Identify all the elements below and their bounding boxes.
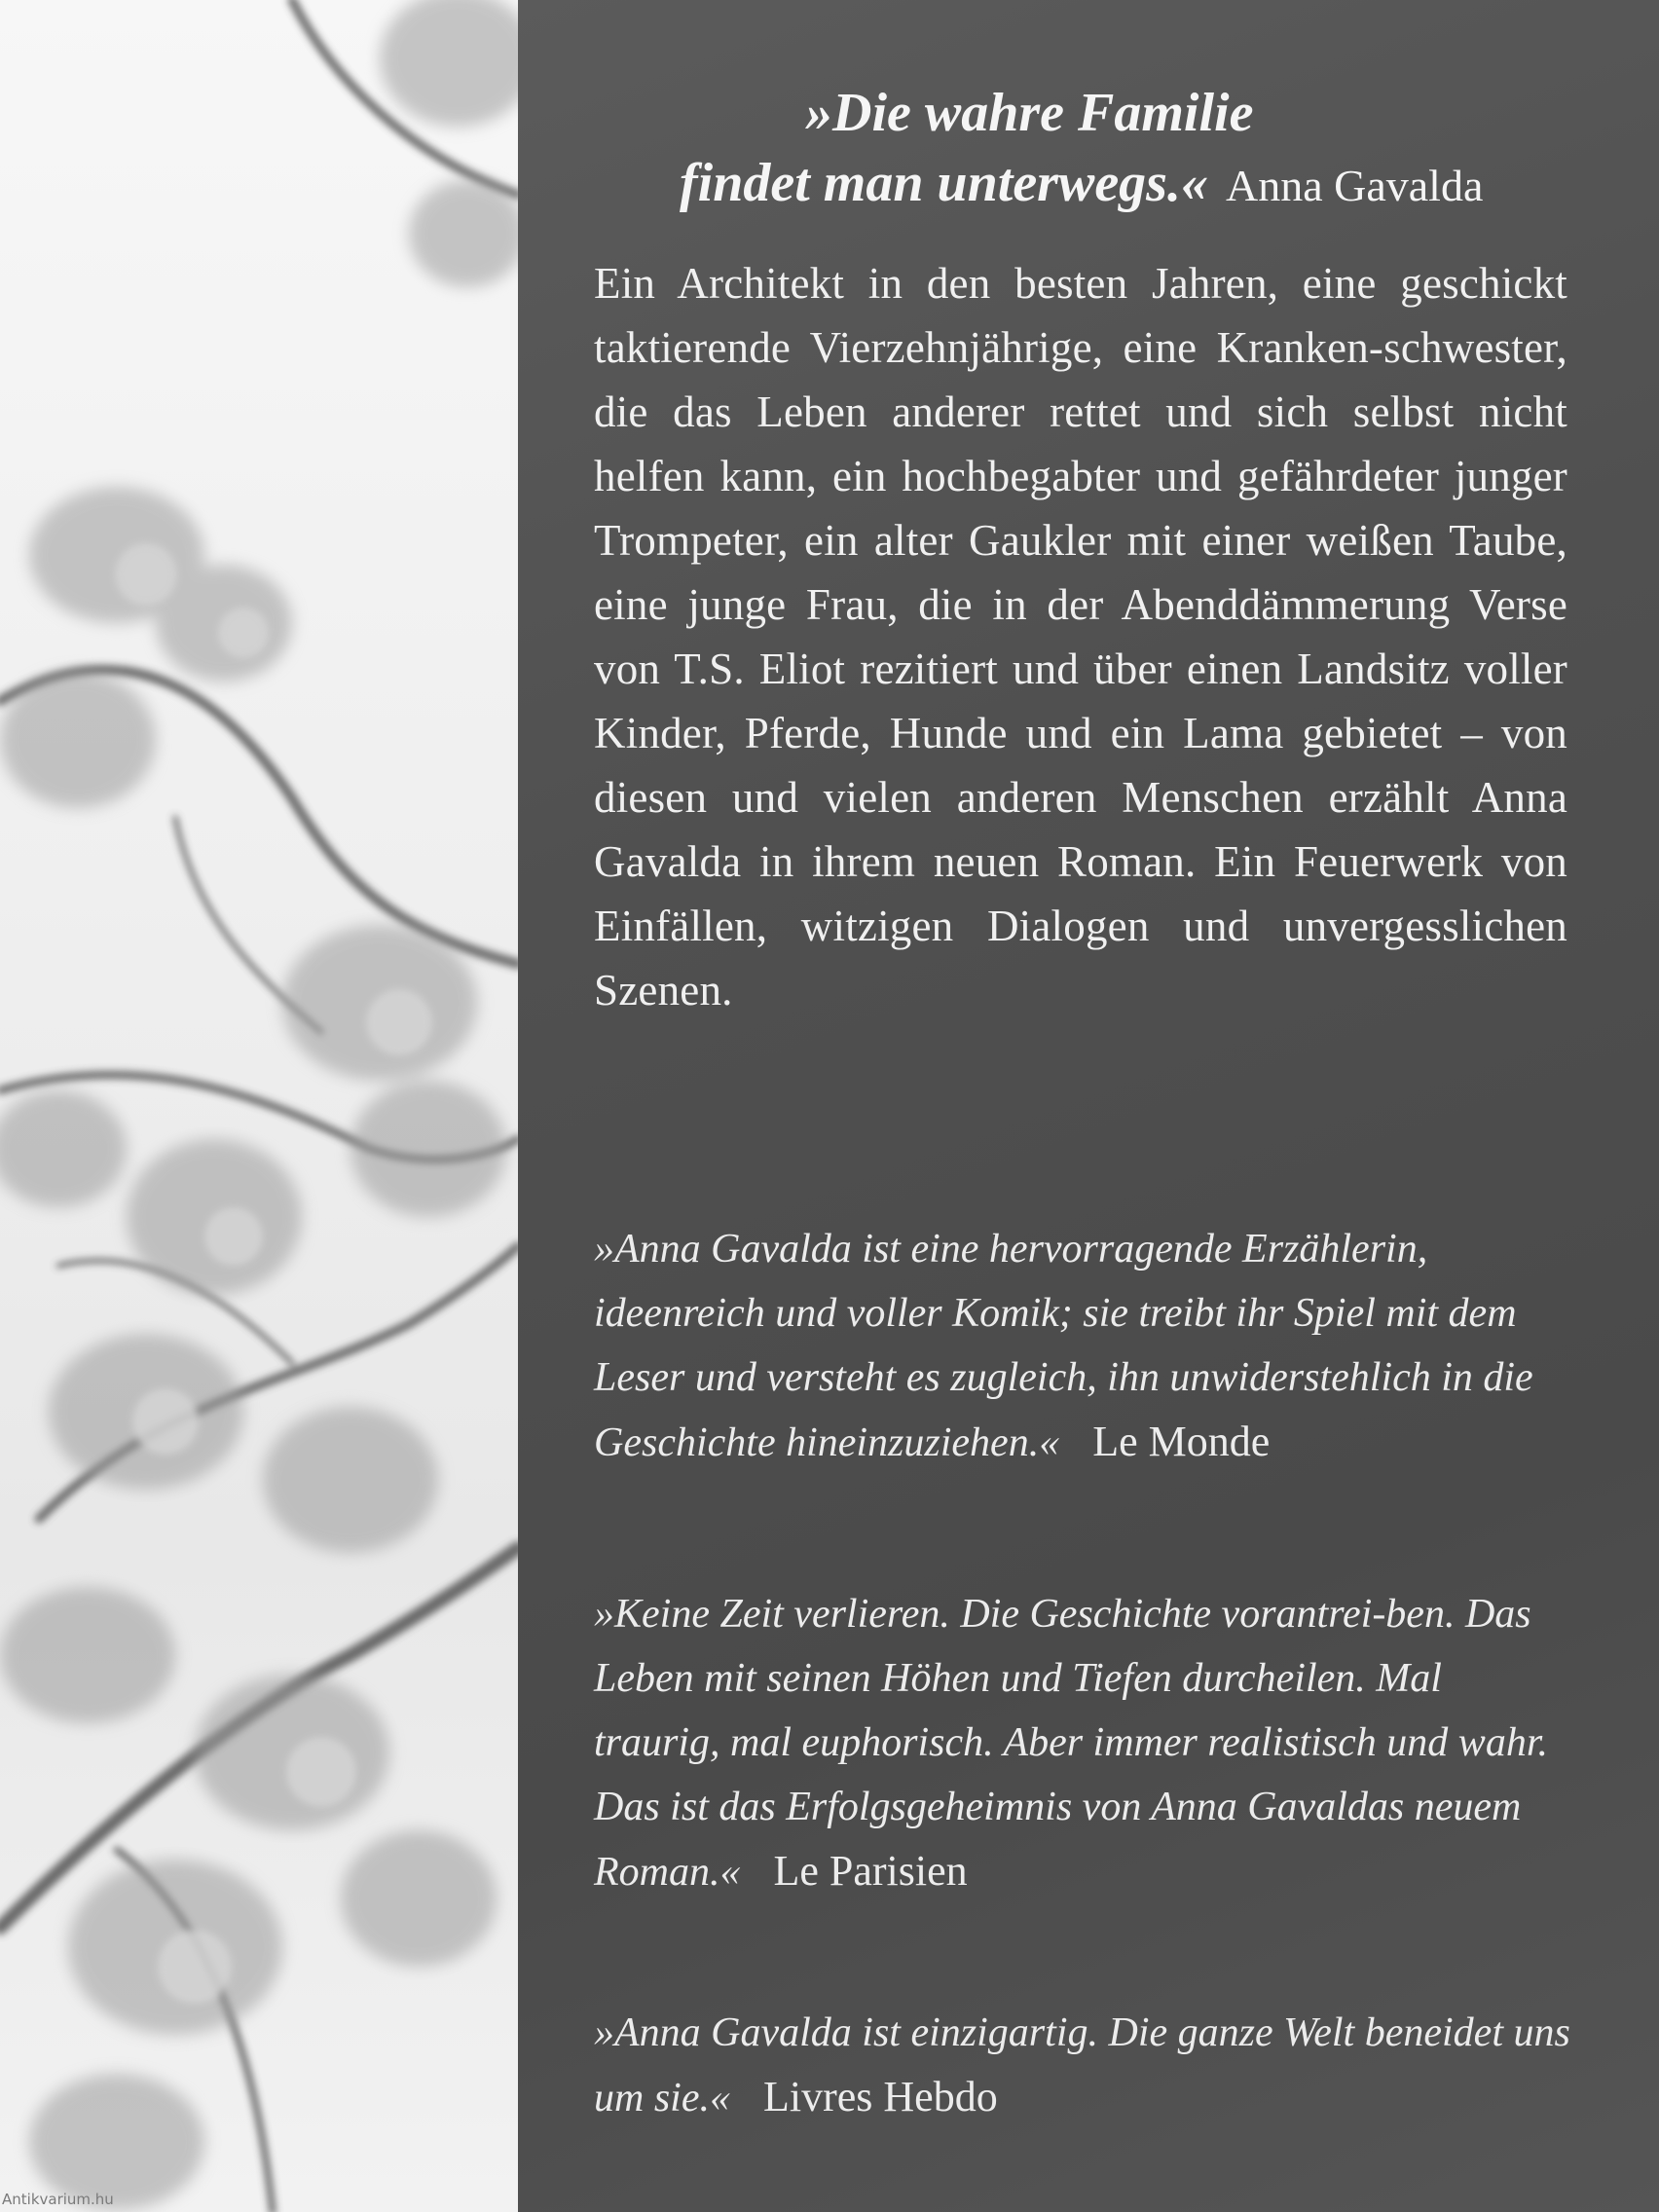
press-quote-le-parisien	[594, 1582, 1577, 1904]
quote-source: Le Monde	[1092, 1418, 1271, 1465]
headline-quote	[596, 78, 1589, 221]
quote-source: Le Parisien	[773, 1847, 968, 1895]
text-panel	[518, 0, 1659, 2212]
cherry-blossom-photo	[0, 0, 518, 2212]
watermark: Antikvarium.hu	[2, 2191, 114, 2208]
quote-text: »Anna Gavalda ist einzigartig. Die ganze Welt beneidet uns um sie.«	[594, 2010, 1570, 2120]
blossom-branches-image	[0, 0, 518, 2212]
headline-author: Anna Gavalda	[1225, 161, 1484, 210]
press-quote-le-monde	[594, 1217, 1577, 1475]
headline-line-1: »Die wahre Familie	[805, 83, 1254, 143]
quote-text: »Anna Gavalda ist eine hervorragende Erzählerin, ideenreich und voller Komik; sie treibt ihr Spiel mit dem Leser und versteht es zugleich, ihn unwiderstehlich in die Geschichte hineinzuziehen.«	[594, 1227, 1533, 1465]
quote-source: Livres Hebdo	[763, 2073, 998, 2120]
headline-line-2-text: findet man unterwegs.«	[680, 153, 1208, 213]
book-description: Ein Architekt in den besten Jahren, eine geschickt taktierende Vierzehnjährige, eine Kranken-schwester, die das Leben anderer rettet und sich selbst nicht helfen kann, ein hochbegabter und gefährdeter junger Trompeter, ein alter Gaukler mit einer weißen Taube, eine junge Frau, die in der Abenddämmerung Verse von T.S. Eliot rezitiert und über einen Landsitz voller Kinder, Pferde, Hunde und ein Lama gebietet – von diesen und vielen anderen Menschen erzählt Anna Gavalda in ihrem neuen Roman. Ein Feuerwerk von Einfällen, witzigen Dialogen und unvergesslichen Szenen.	[594, 259, 1567, 1014]
quote-text: »Keine Zeit verlieren. Die Geschichte vorantrei-ben. Das Leben mit seinen Höhen und Tiefen durcheilen. Mal traurig, mal euphorisch. Aber immer realistisch und wahr. Das ist das Erfolgsgeheimnis von Anna Gavaldas neuem Roman.«	[594, 1592, 1549, 1895]
press-quote-livres-hebdo	[594, 2001, 1577, 2130]
headline-line-2	[596, 148, 1589, 221]
